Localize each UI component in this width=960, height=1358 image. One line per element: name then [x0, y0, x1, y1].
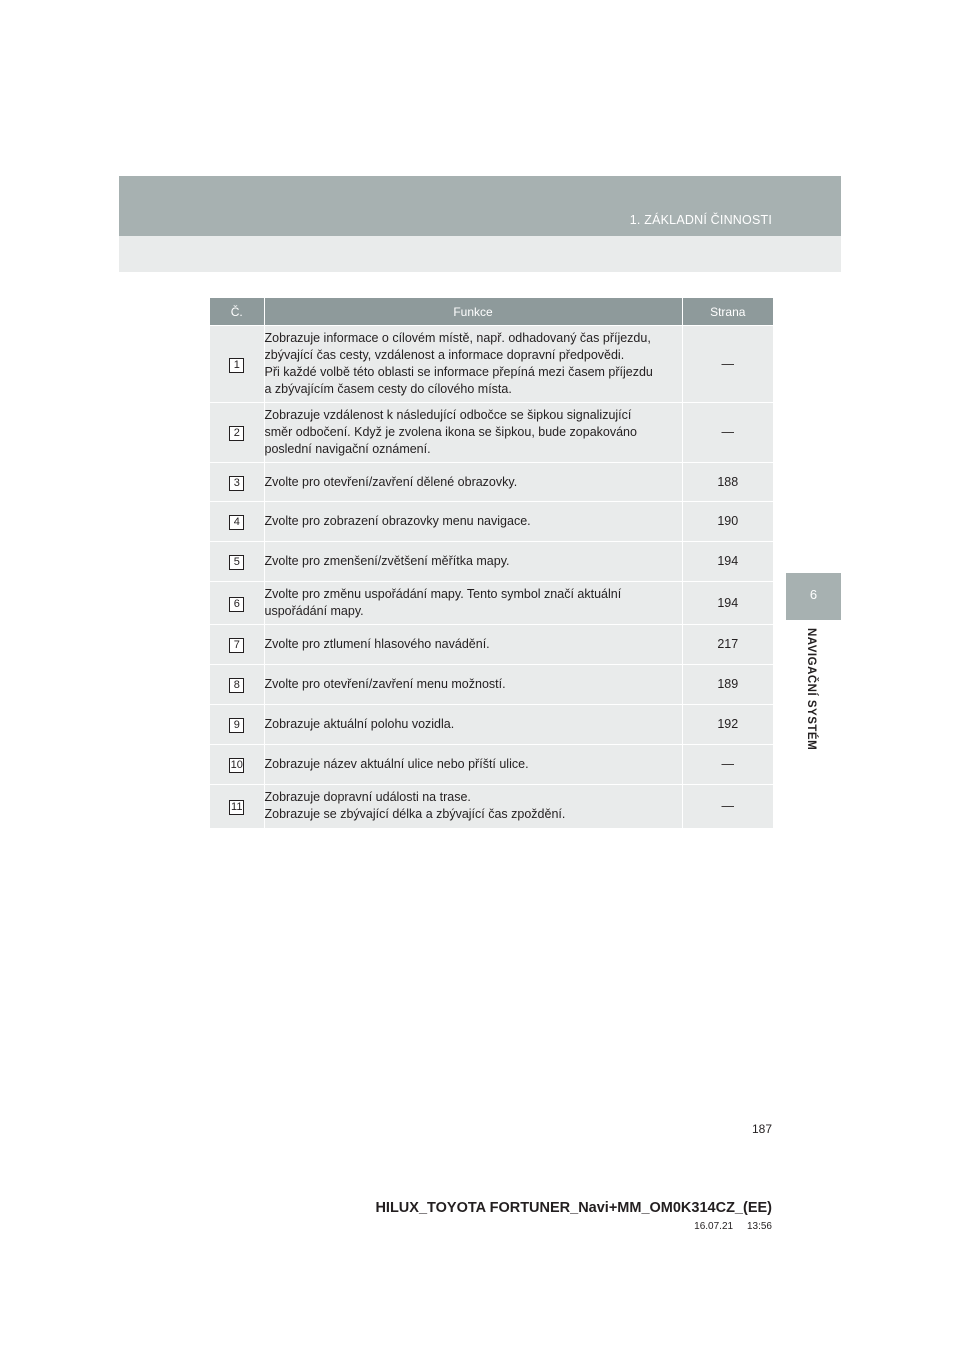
table-row	[210, 705, 773, 745]
row-number-cell	[210, 582, 264, 625]
table-row	[210, 665, 773, 705]
number-box: 10	[230, 759, 243, 771]
row-number-cell	[210, 463, 264, 502]
page-reference: 190	[682, 502, 773, 542]
page-reference: 188	[682, 463, 773, 502]
table-row	[210, 463, 773, 502]
page-reference: 189	[682, 665, 773, 705]
page-reference: 217	[682, 625, 773, 665]
page-reference: 192	[682, 705, 773, 745]
number-box: 8	[229, 678, 244, 693]
table-row	[210, 582, 773, 625]
table-row	[210, 745, 773, 785]
page-reference: 194	[682, 582, 773, 625]
row-number-cell	[210, 705, 264, 745]
number-box: 1	[229, 358, 244, 373]
page-reference: —	[682, 745, 773, 785]
document-code: HILUX_TOYOTA FORTUNER_Navi+MM_OM0K314CZ_(EE)	[375, 1200, 772, 1216]
row-number-cell	[210, 403, 264, 463]
header-lower-band	[119, 236, 841, 272]
function-description: Zvolte pro zmenšení/zvětšení měřítka mapy.	[264, 542, 682, 582]
column-header-function: Funkce	[264, 298, 682, 326]
table-row	[210, 542, 773, 582]
chapter-tab	[786, 573, 841, 620]
table-row	[210, 403, 773, 463]
row-number-cell	[210, 502, 264, 542]
function-description: Zvolte pro změnu uspořádání mapy. Tento symbol značí aktuální uspořádání mapy.	[264, 582, 682, 625]
function-table	[210, 298, 773, 828]
number-box: 7	[229, 638, 244, 653]
function-description: Zobrazuje název aktuální ulice nebo příští ulice.	[264, 745, 682, 785]
function-description: Zobrazuje vzdálenost k následující odbočce se šipkou signalizující směr odbočení. Když je zvolena ikona se šipkou, bude zopakováno poslední navigační oznámení.	[264, 403, 682, 463]
function-description: Zvolte pro zobrazení obrazovky menu navigace.	[264, 502, 682, 542]
number-box: 11	[231, 800, 243, 813]
row-number-cell	[210, 326, 264, 403]
row-number-cell	[210, 665, 264, 705]
number-box: 3	[229, 476, 244, 491]
table-row	[210, 785, 773, 828]
table-row	[210, 326, 773, 403]
page-reference: 194	[682, 542, 773, 582]
number-box: 2	[229, 426, 244, 441]
page-reference: —	[682, 403, 773, 463]
row-number-cell	[210, 542, 264, 582]
column-header-page: Strana	[682, 298, 773, 326]
chapter-label: NAVIGAČNÍ SYSTÉM	[805, 628, 817, 751]
number-box: 6	[229, 597, 244, 612]
number-box: 9	[229, 718, 244, 733]
function-description: Zvolte pro otevření/zavření dělené obrazovky.	[264, 463, 682, 502]
column-header-number: Č.	[210, 298, 264, 326]
row-number-cell	[210, 785, 264, 828]
table-row	[210, 502, 773, 542]
function-description: Zvolte pro ztlumení hlasového navádění.	[264, 625, 682, 665]
number-box: 5	[229, 555, 244, 570]
table-row	[210, 625, 773, 665]
header-band	[119, 176, 841, 236]
page-reference: —	[682, 326, 773, 403]
number-box: 4	[229, 515, 244, 530]
table-header-row	[210, 298, 773, 326]
row-number-cell	[210, 745, 264, 785]
function-description: Zobrazuje informace o cílovém místě, např. odhadovaný čas příjezdu, zbývající čas cesty, vzdálenost a informace dopravní předpovědi. Při každé volbě této oblasti se informace přepíná mezi časem příjezdu a zbývajícím časem cesty do cílového místa.	[264, 326, 682, 403]
function-description: Zobrazuje dopravní události na trase. Zobrazuje se zbývající délka a zbývající čas zpoždění.	[264, 785, 682, 828]
function-description: Zobrazuje aktuální polohu vozidla.	[264, 705, 682, 745]
timestamp: 16.07.21 13:56	[694, 1221, 772, 1232]
page-number: 187	[751, 1122, 772, 1136]
row-number-cell	[210, 625, 264, 665]
page-reference: —	[682, 785, 773, 828]
section-title: 1. ZÁKLADNÍ ČINNOSTI	[629, 213, 772, 227]
chapter-number: 6	[809, 587, 818, 602]
function-description: Zvolte pro otevření/zavření menu možností.	[264, 665, 682, 705]
